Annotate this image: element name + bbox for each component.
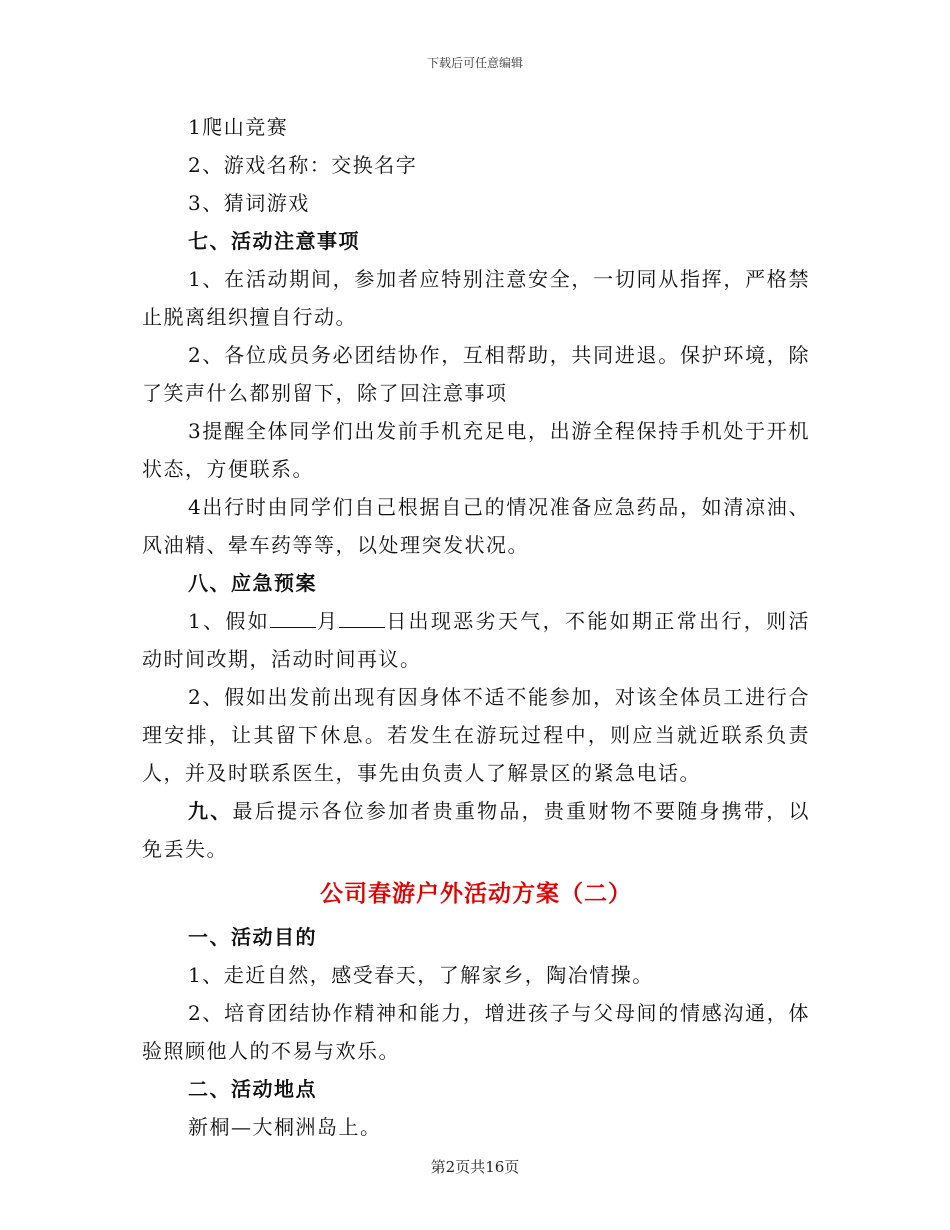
paragraph [142,792,810,868]
document-body [142,108,810,1146]
paragraph: 1、在活动期间，参加者应特别注意安全，一切同从指挥，严格禁止脱离组织擅自行动。 [142,267,810,329]
paragraph: 1、走近自然，感受春天，了解家乡，陶冶情操。 [188,963,654,987]
section-heading: 一、活动目的 [188,925,317,949]
section-title: 公司春游户外活动方案（二） [320,880,632,907]
list-item: 3、猜词游戏 [188,191,310,215]
paragraph-part: 最后提示各位参加者贵重物品，贵重财物不要随身携带，以免丢失。 [142,799,811,861]
blank-line [270,603,316,628]
paragraph-part: 1、假如 [188,609,271,633]
section-heading: 八、应急预案 [188,571,317,595]
paragraph [142,602,810,678]
paragraph: 4出行时由同学们自己根据自己的情况准备应急药品，如清凉油、风油精、晕车药等等，以处理突发状况。 [142,495,810,557]
section-heading: 二、活动地点 [188,1077,317,1101]
paragraph-part: 日出现恶劣天气，不能如期正常出行，则活动时间改期，活动时间再议。 [142,609,811,671]
paragraph: 2、假如出发前出现有因身体不适不能参加，对该全体员工进行合理安排，让其留下休息。若发生在游玩过程中，则应当就近联系负责人，并及时联系医生，事先由负责人了解景区的紧急电话。 [142,685,810,785]
section-heading: 七、活动注意事项 [188,229,360,253]
list-item: 2、游戏名称：交换名字 [188,153,418,177]
paragraph-part: 月 [316,609,340,633]
list-item: 1爬山竞赛 [188,115,289,139]
paragraph: 2、各位成员务必团结协作，互相帮助，共同进退。保护环境，除了笑声什么都别留下，除了回注意事项 [142,343,810,405]
page-number: 第2页共16页 [430,1158,520,1176]
paragraph: 2、培育团结协作精神和能力，增进孩子与父母间的情感沟通，体验照顾他人的不易与欢乐。 [142,1001,810,1063]
paragraph: 3提醒全体同学们出发前手机充足电，出游全程保持手机处于开机状态，方便联系。 [142,419,810,481]
paragraph-label: 九、 [188,799,233,823]
blank-line [339,603,385,628]
paragraph: 新桐—大桐洲岛上。 [188,1115,382,1139]
page-header-note: 下载后可任意编辑 [426,56,523,70]
